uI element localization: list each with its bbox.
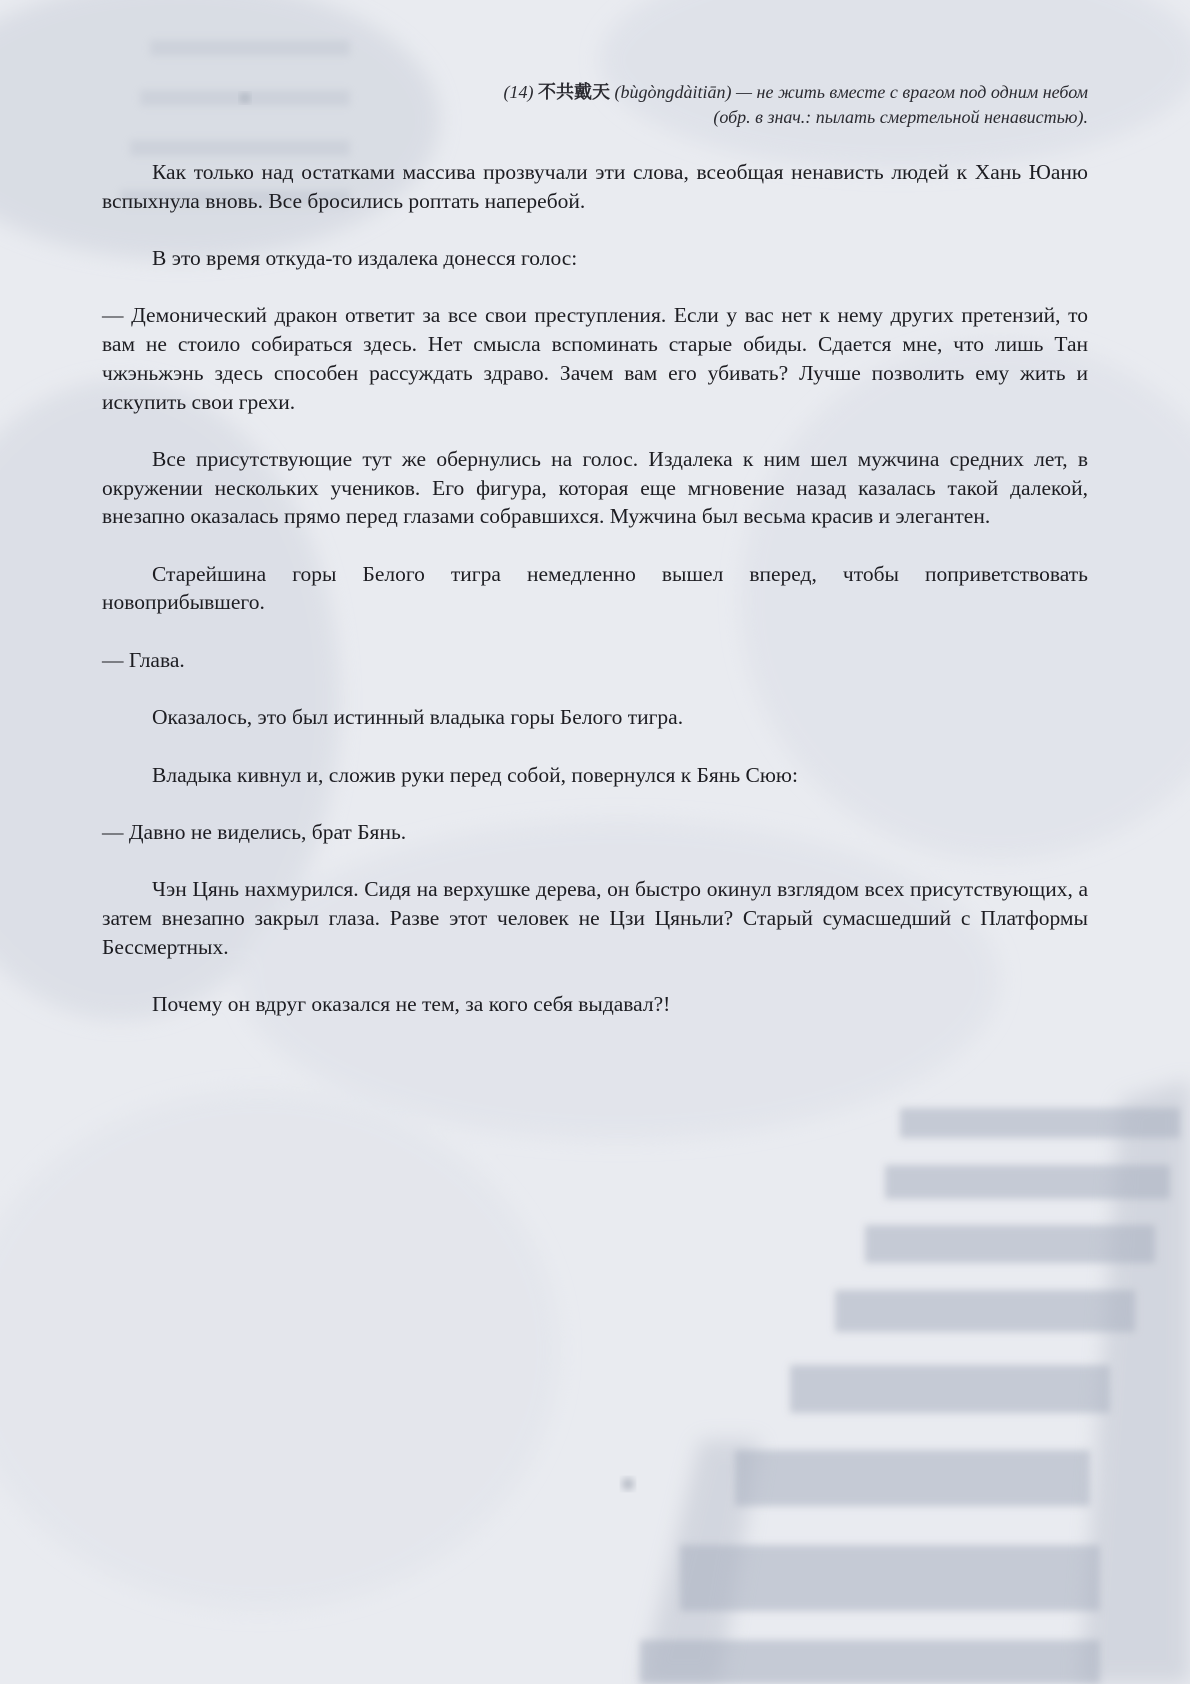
paragraph: — Давно не виделись, брат Бянь. bbox=[102, 820, 407, 845]
paragraph: — Демонический дракон ответит за все свои преступления. Если у вас нет к нему других претензий, то вам не стоило собираться здесь. Нет смысла вспоминать старые обиды. Сдается мне, что лишь Тан чжэньжэнь здесь способен рассуждать здраво. Зачем вам его убивать? Лучше позволить ему жить и искупить свои грехи. bbox=[102, 303, 1088, 414]
footnote-definition: (bùgòngdàitiān) — не жить вместе с врагом под одним небом bbox=[610, 82, 1088, 102]
paragraph: Почему он вдруг оказался не тем, за кого себя выдавал?! bbox=[152, 992, 671, 1017]
footnote-line-2: (обр. в знач.: пылать смертельной ненавистью). bbox=[713, 107, 1088, 127]
paragraph: Как только над остатками массива прозвучали эти слова, всеобщая ненависть людей к Хань Юаню вспыхнула вновь. Все бросились роптать наперебой. bbox=[102, 160, 1088, 213]
paragraph: Владыка кивнул и, сложив руки перед собой, повернулся к Бянь Сюю: bbox=[152, 762, 798, 787]
paragraph: Все присутствующие тут же обернулись на голос. Издалека к ним шел мужчина средних лет, в окружении нескольких учеников. Его фигура, которая еще мгновение назад казалась такой далекой, внезапно оказалась прямо перед глазами собравшихся. Мужчина был весьма красив и элегантен. bbox=[102, 446, 1088, 529]
footnote-prefix: (14) bbox=[503, 82, 539, 102]
footnote bbox=[102, 80, 1088, 129]
body-text bbox=[102, 158, 1088, 1048]
paragraph: — Глава. bbox=[102, 647, 185, 672]
footnote-hanzi: 不共戴天 bbox=[538, 82, 611, 103]
footnote-line-1 bbox=[102, 80, 1088, 105]
paragraph: Оказалось, это был истинный владыка горы Белого тигра. bbox=[152, 705, 684, 730]
paragraph: Чэн Цянь нахмурился. Сидя на верхушке дерева, он быстро окинул взглядом всех присутствующих, а затем внезапно закрыл глаза. Разве этот человек не Цзи Цяньли? Старый сумасшедший с Платформы Бессмертных. bbox=[102, 877, 1088, 959]
paragraph: В это время откуда-то издалека донесся голос: bbox=[152, 246, 578, 271]
paragraph: Старейшина горы Белого тигра немедленно вышел вперед, чтобы поприветствовать новоприбывшего. bbox=[102, 561, 1088, 615]
